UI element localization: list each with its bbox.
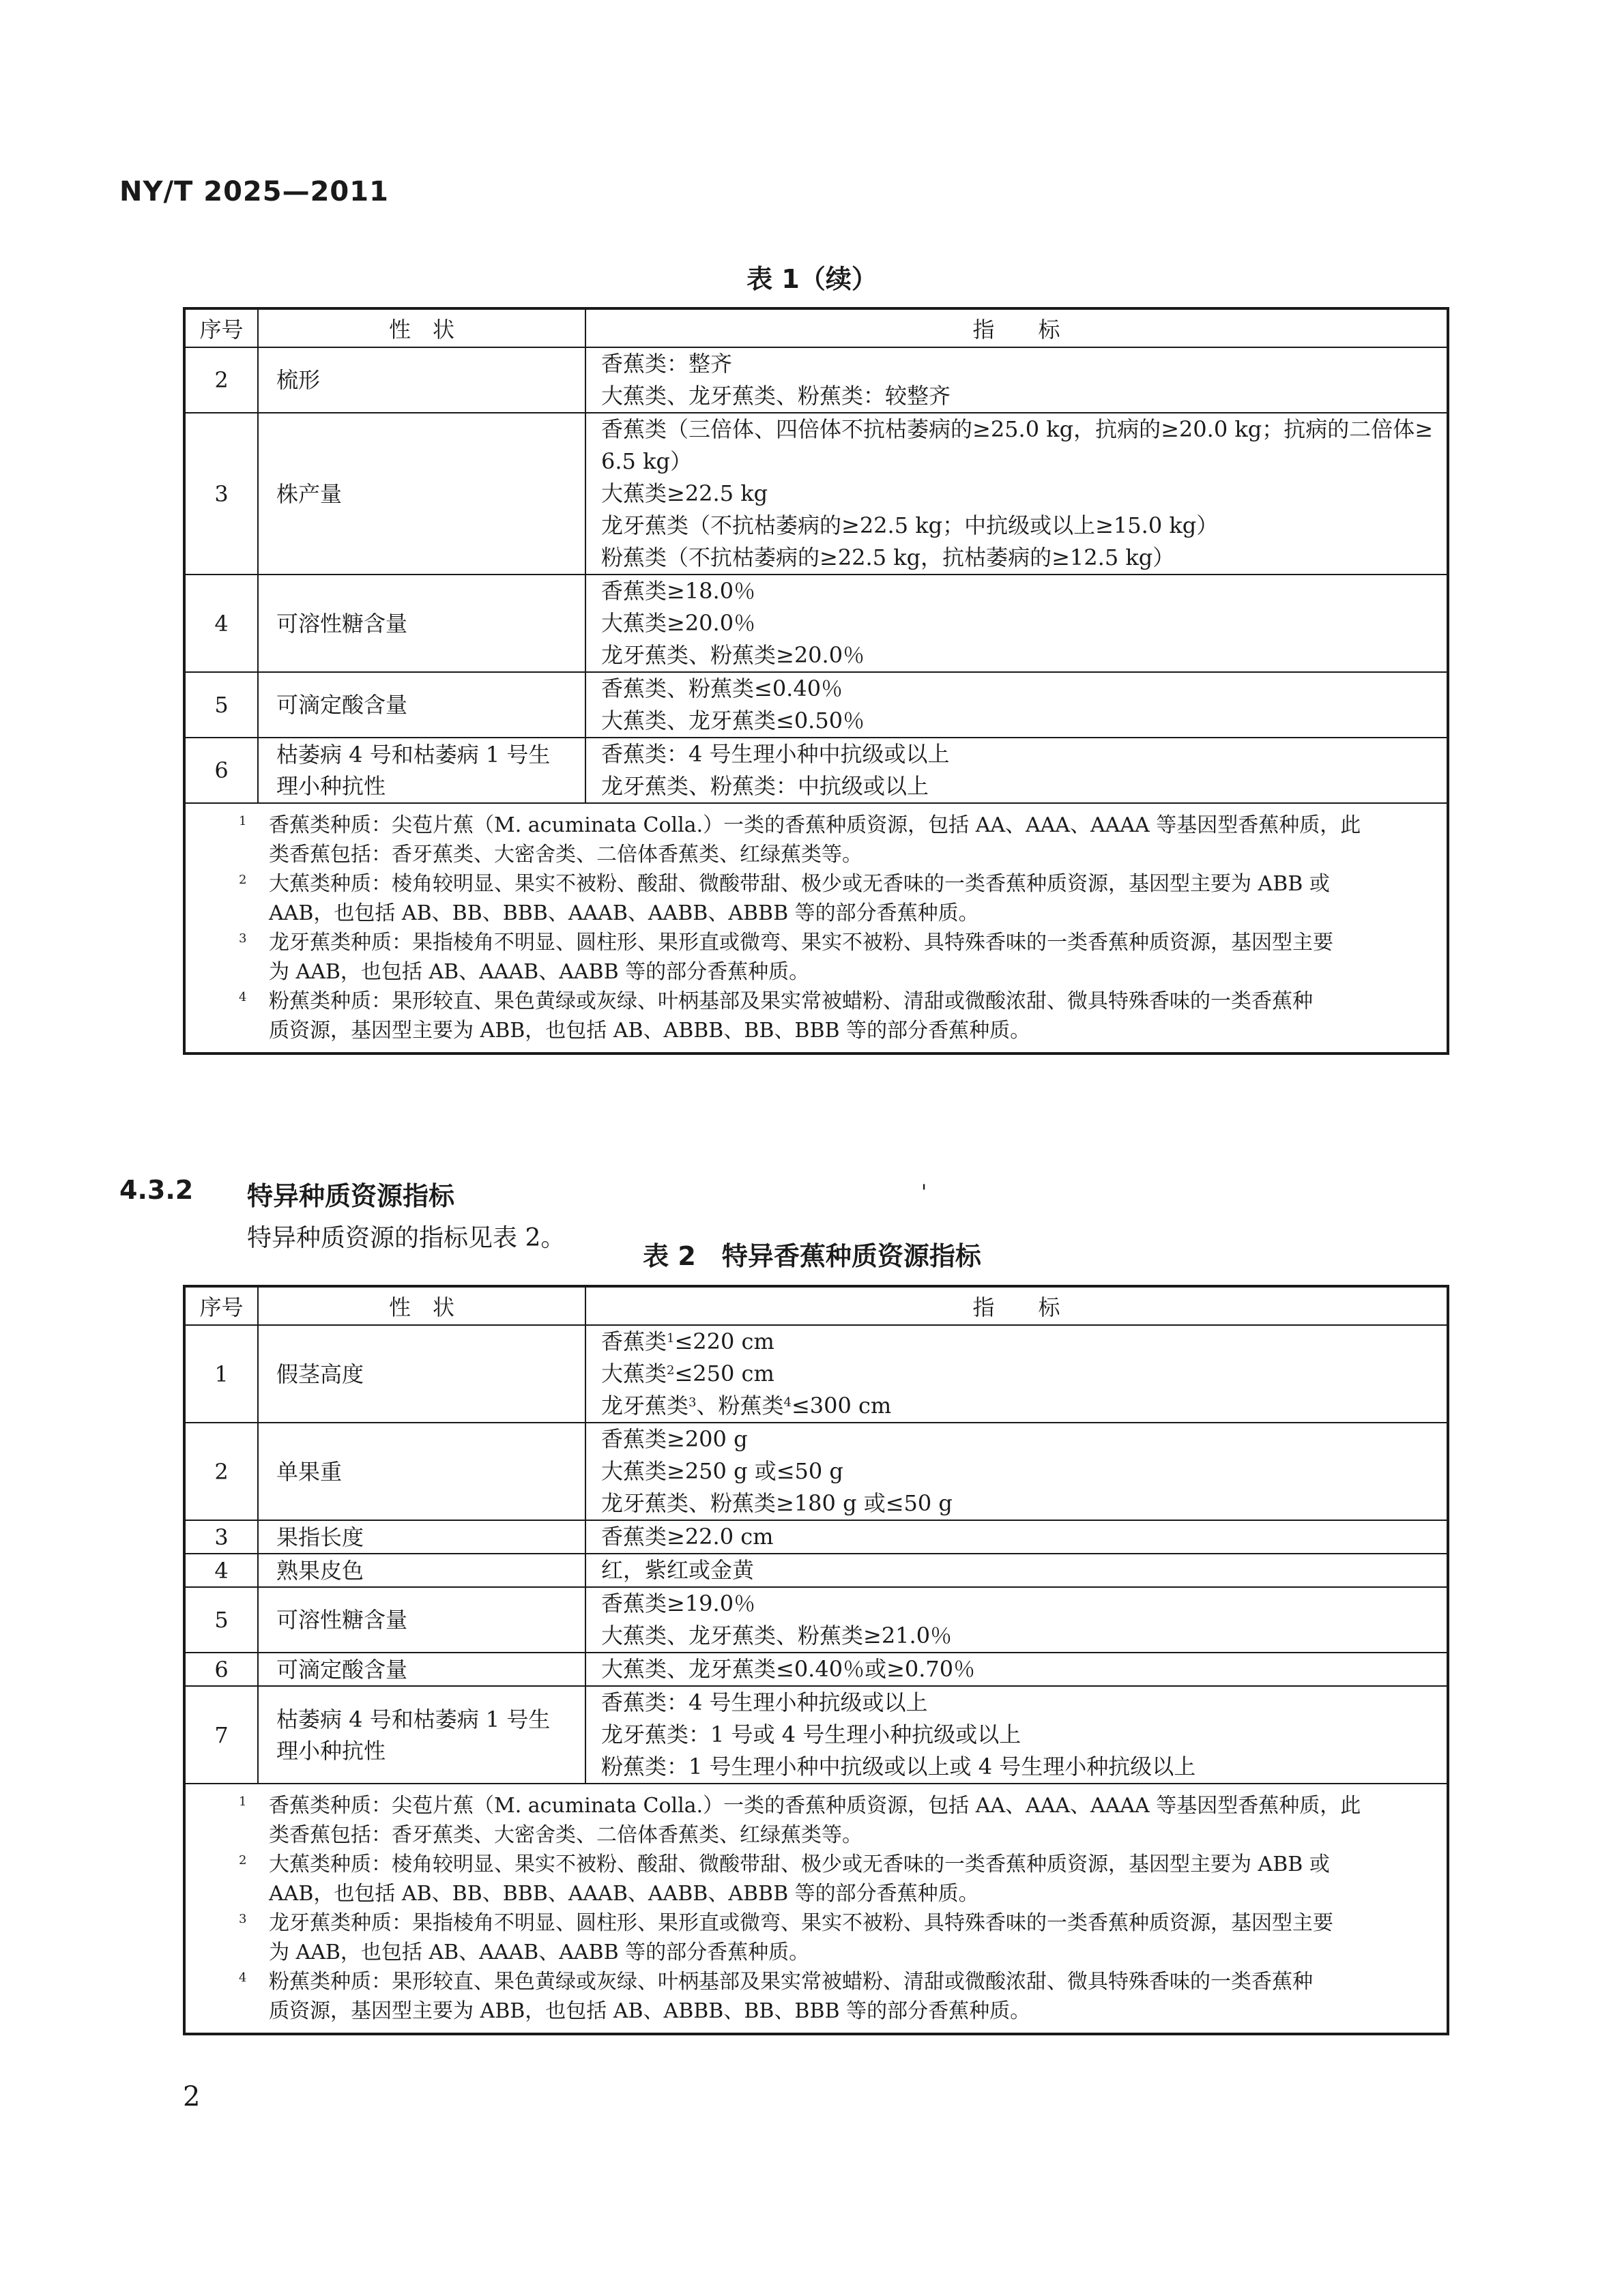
header-indicator: 指 标 (585, 308, 1448, 347)
footnote-mark: 3 (239, 931, 247, 946)
indicator-line (601, 1455, 1447, 1487)
table2 (183, 1285, 1449, 2035)
indicator-line (601, 1554, 1447, 1586)
indicator-text: 粉蕉类：1 号生理小种中抗级或以上或 4 号生理小种抗级以上 (601, 1754, 1196, 1779)
table-row (184, 1653, 1448, 1686)
table-row (184, 1325, 1448, 1423)
row-trait (258, 1653, 585, 1686)
footnote-line: 类香蕉包括：香牙蕉类、大密舍类、二倍体香蕉类、红绿蕉类等。 (269, 1823, 862, 1847)
table2-footnotes (184, 1784, 1448, 2034)
table-row (184, 738, 1448, 803)
indicator-line: 龙牙蕉类、粉蕉类：中抗级或以上 (601, 773, 929, 799)
stray-mark: ' (921, 1180, 927, 1204)
indicator-text: 龙牙蕉类 (601, 1393, 689, 1419)
row-number: 4 (184, 1554, 258, 1587)
footnote (199, 1967, 1437, 2026)
trait-line: 可滴定酸含量 (276, 1656, 408, 1683)
indicator-line (601, 1719, 1447, 1751)
row-trait (258, 738, 585, 803)
row-indicator (585, 575, 1448, 672)
row-indicator (585, 1554, 1448, 1587)
indicator-line: 大蕉类≥22.5 kg (601, 480, 768, 506)
table1-caption: 表 1（续） (746, 264, 878, 294)
indicator-line (601, 1390, 1447, 1422)
header-number: 序号 (184, 1286, 258, 1325)
indicator-line: 大蕉类≥20.0％ (601, 610, 756, 636)
row-number: 5 (184, 1587, 258, 1653)
footnote-line: 为 AAB，也包括 AB、AAAB、AABB 等的部分香蕉种质。 (269, 960, 810, 984)
row-indicator (585, 738, 1448, 803)
footnote-ref: 4 (783, 1395, 792, 1410)
indicator-text: 红，紫红或金黄 (601, 1557, 755, 1583)
footnote (199, 1850, 1437, 1908)
indicator-text: 香蕉类≥19.0％ (601, 1590, 756, 1616)
table-row (184, 575, 1448, 672)
footnote (199, 1791, 1437, 1850)
indicator-line: 香蕉类（三倍体、四倍体不抗枯萎病的≥25.0 kg，抗病的≥20.0 kg；抗病的二倍体≥ (601, 416, 1434, 442)
footnote-line: AAB，也包括 AB、BB、BBB、AAAB、AABB、ABBB 等的部分香蕉种质。 (269, 901, 979, 925)
footnote-mark: 4 (239, 1971, 247, 1985)
footnote-line: 粉蕉类种质：果形较直、果色黄绿或灰绿、叶柄基部及果实常被蜡粉、清甜或微酸浓甜、微具特殊香味的一类香蕉种 (269, 1970, 1313, 1994)
indicator-line: 香蕉类：4 号生理小种中抗级或以上 (601, 741, 950, 767)
footnote-mark: 2 (239, 873, 247, 887)
footnote-line: 质资源，基因型主要为 ABB，也包括 AB、ABBB、BB、BBB 等的部分香蕉种质。 (269, 1019, 1031, 1043)
header-indicator: 指 标 (585, 1286, 1448, 1325)
trait-line: 理小种抗性 (276, 1737, 386, 1764)
trait-line: 可溶性糖含量 (276, 1607, 408, 1633)
trait-line: 单果重 (276, 1458, 343, 1485)
indicator-line: 香蕉类、粉蕉类≤0.40％ (601, 675, 843, 701)
indicator-text: 香蕉类 (601, 1328, 667, 1354)
row-indicator (585, 672, 1448, 738)
header-trait: 性 状 (258, 308, 585, 347)
trait-line: 果指长度 (276, 1524, 364, 1550)
row-trait (258, 672, 585, 738)
footnote-line: 香蕉类种质：尖苞片蕉（M. acuminata Colla.）一类的香蕉种质资源，包括 AA、AAA、AAAA 等基因型香蕉种质，此 (269, 1794, 1361, 1818)
table2-body (184, 1325, 1448, 1784)
row-number: 6 (184, 738, 258, 803)
indicator-line (601, 1423, 1447, 1455)
row-number: 6 (184, 1653, 258, 1686)
row-number: 2 (184, 1423, 258, 1520)
indicator-text: 香蕉类≥22.0 cm (601, 1524, 774, 1550)
footnote-ref: 1 (667, 1331, 675, 1346)
table-row (184, 1686, 1448, 1784)
table-row (184, 1587, 1448, 1653)
footnote-mark: 2 (239, 1853, 247, 1868)
footnote (199, 811, 1437, 869)
table1-body (184, 347, 1448, 803)
indicator-line: 龙牙蕉类、粉蕉类≥20.0％ (601, 642, 865, 668)
indicator-line (601, 1653, 1447, 1685)
indicator-text: 、粉蕉类 (696, 1393, 784, 1419)
indicator-line: 香蕉类≥18.0％ (601, 578, 756, 604)
row-trait (258, 575, 585, 672)
row-indicator (585, 1686, 1448, 1784)
row-indicator (585, 1653, 1448, 1686)
trait-line: 可滴定酸含量 (276, 692, 408, 718)
table-row (184, 672, 1448, 738)
footnote-line: AAB，也包括 AB、BB、BBB、AAAB、AABB、ABBB 等的部分香蕉种质。 (269, 1882, 979, 1906)
indicator-line (601, 1687, 1447, 1719)
row-indicator (585, 1325, 1448, 1423)
indicator-line (601, 1326, 1447, 1358)
footnote (199, 1908, 1437, 1967)
footnote-mark: 1 (239, 1795, 247, 1809)
indicator-line: 大蕉类、龙牙蕉类≤0.50％ (601, 708, 865, 733)
row-indicator (585, 1423, 1448, 1520)
row-indicator (585, 413, 1448, 575)
trait-line: 株产量 (276, 480, 343, 507)
indicator-text: 龙牙蕉类：1 号或 4 号生理小种抗级或以上 (601, 1721, 1021, 1747)
indicator-line (601, 1358, 1447, 1390)
trait-line: 理小种抗性 (276, 773, 386, 799)
footnote (199, 869, 1437, 928)
indicator-text: 大蕉类 (601, 1361, 667, 1386)
row-indicator (585, 1520, 1448, 1554)
footnote-line: 大蕉类种质：棱角较明显、果实不被粉、酸甜、微酸带甜、极少或无香味的一类香蕉种质资源，基因型主要为 ABB 或 (269, 872, 1330, 896)
indicator-text: 大蕉类、龙牙蕉类、粉蕉类≥21.0％ (601, 1623, 953, 1648)
row-number: 4 (184, 575, 258, 672)
header-trait: 性 状 (258, 1286, 585, 1325)
indicator-text: ≤220 cm (674, 1328, 774, 1354)
indicator-text: 香蕉类≥200 g (601, 1426, 748, 1452)
section-title: 特异种质资源指标 (247, 1181, 455, 1211)
indicator-line: 大蕉类、龙牙蕉类、粉蕉类：较整齐 (601, 383, 951, 409)
row-number: 3 (184, 413, 258, 575)
row-trait (258, 1325, 585, 1423)
table1-header-row (184, 308, 1448, 347)
footnote-mark: 3 (239, 1912, 247, 1926)
row-number: 5 (184, 672, 258, 738)
row-trait (258, 347, 585, 413)
row-indicator (585, 347, 1448, 413)
indicator-line (601, 1521, 1447, 1553)
trait-line: 假茎高度 (276, 1361, 364, 1387)
row-indicator (585, 1587, 1448, 1653)
footnote-line: 为 AAB，也包括 AB、AAAB、AABB 等的部分香蕉种质。 (269, 1941, 810, 1964)
trait-line: 可溶性糖含量 (276, 610, 408, 637)
footnote-line: 类香蕉包括：香牙蕉类、大密舍类、二倍体香蕉类、红绿蕉类等。 (269, 843, 862, 867)
table1-footnotes (184, 803, 1448, 1054)
section-number: 4.3.2 (119, 1175, 194, 1205)
indicator-line: 粉蕉类（不抗枯萎病的≥22.5 kg，抗枯萎病的≥12.5 kg） (601, 544, 1175, 570)
indicator-text: 香蕉类：4 号生理小种抗级或以上 (601, 1689, 928, 1715)
table2-header-row (184, 1286, 1448, 1325)
trait-line: 熟果皮色 (276, 1557, 364, 1584)
footnote (199, 928, 1437, 987)
indicator-line (601, 1620, 1447, 1652)
table-row (184, 1423, 1448, 1520)
indicator-line: 龙牙蕉类（不抗枯萎病的≥22.5 kg；中抗级或以上≥15.0 kg） (601, 512, 1219, 538)
row-number: 7 (184, 1686, 258, 1784)
indicator-text: 大蕉类≥250 g 或≤50 g (601, 1458, 843, 1484)
section-paragraph: 特异种质资源的指标见表 2。 (247, 1224, 566, 1252)
indicator-text: 大蕉类、龙牙蕉类≤0.40％或≥0.70％ (601, 1656, 976, 1682)
table-row (184, 347, 1448, 413)
row-trait (258, 1520, 585, 1554)
footnote (199, 987, 1437, 1045)
page-number: 2 (183, 2081, 201, 2112)
header-number: 序号 (184, 308, 258, 347)
trait-line: 枯萎病 4 号和枯萎病 1 号生 (276, 742, 551, 768)
indicator-line: 香蕉类：整齐 (601, 351, 733, 377)
row-number: 3 (184, 1520, 258, 1554)
footnote-mark: 1 (239, 814, 247, 828)
indicator-text: 龙牙蕉类、粉蕉类≥180 g 或≤50 g (601, 1490, 953, 1516)
footnote-line: 龙牙蕉类种质：果指棱角不明显、圆柱形、果形直或微弯、果实不被粉、具特殊香味的一类香蕉种质资源，基因型主要 (269, 1911, 1333, 1935)
footnote-line: 大蕉类种质：棱角较明显、果实不被粉、酸甜、微酸带甜、极少或无香味的一类香蕉种质资源，基因型主要为 ABB 或 (269, 1853, 1330, 1876)
row-trait (258, 1587, 585, 1653)
indicator-text: ≤250 cm (674, 1361, 774, 1386)
trait-line: 梳形 (276, 367, 321, 393)
standard-code: NY/T 2025—2011 (119, 176, 389, 207)
indicator-line (601, 1751, 1447, 1783)
row-number: 2 (184, 347, 258, 413)
row-trait (258, 413, 585, 575)
indicator-line (601, 1588, 1447, 1620)
footnote-ref: 3 (688, 1395, 697, 1410)
footnote-line: 质资源，基因型主要为 ABB，也包括 AB、ABBB、BB、BBB 等的部分香蕉种质。 (269, 1999, 1031, 2023)
table-row (184, 1520, 1448, 1554)
row-trait (258, 1554, 585, 1587)
footnote-ref: 2 (667, 1363, 675, 1378)
row-trait (258, 1686, 585, 1784)
footnote-line: 粉蕉类种质：果形较直、果色黄绿或灰绿、叶柄基部及果实常被蜡粉、清甜或微酸浓甜、微具特殊香味的一类香蕉种 (269, 989, 1313, 1013)
table1 (183, 307, 1449, 1055)
table2-caption: 表 2 特异香蕉种质资源指标 (643, 1241, 981, 1271)
indicator-line: 6.5 kg） (601, 448, 692, 474)
footnote-line: 香蕉类种质：尖苞片蕉（M. acuminata Colla.）一类的香蕉种质资源，包括 AA、AAA、AAAA 等基因型香蕉种质，此 (269, 813, 1361, 837)
row-trait (258, 1423, 585, 1520)
table-row (184, 413, 1448, 575)
footnote-line: 龙牙蕉类种质：果指棱角不明显、圆柱形、果形直或微弯、果实不被粉、具特殊香味的一类香蕉种质资源，基因型主要 (269, 931, 1333, 955)
indicator-line (601, 1487, 1447, 1520)
footnote-mark: 4 (239, 990, 247, 1004)
trait-line: 枯萎病 4 号和枯萎病 1 号生 (276, 1706, 551, 1732)
table-row (184, 1554, 1448, 1587)
indicator-text: ≤300 cm (791, 1393, 892, 1419)
row-number: 1 (184, 1325, 258, 1423)
